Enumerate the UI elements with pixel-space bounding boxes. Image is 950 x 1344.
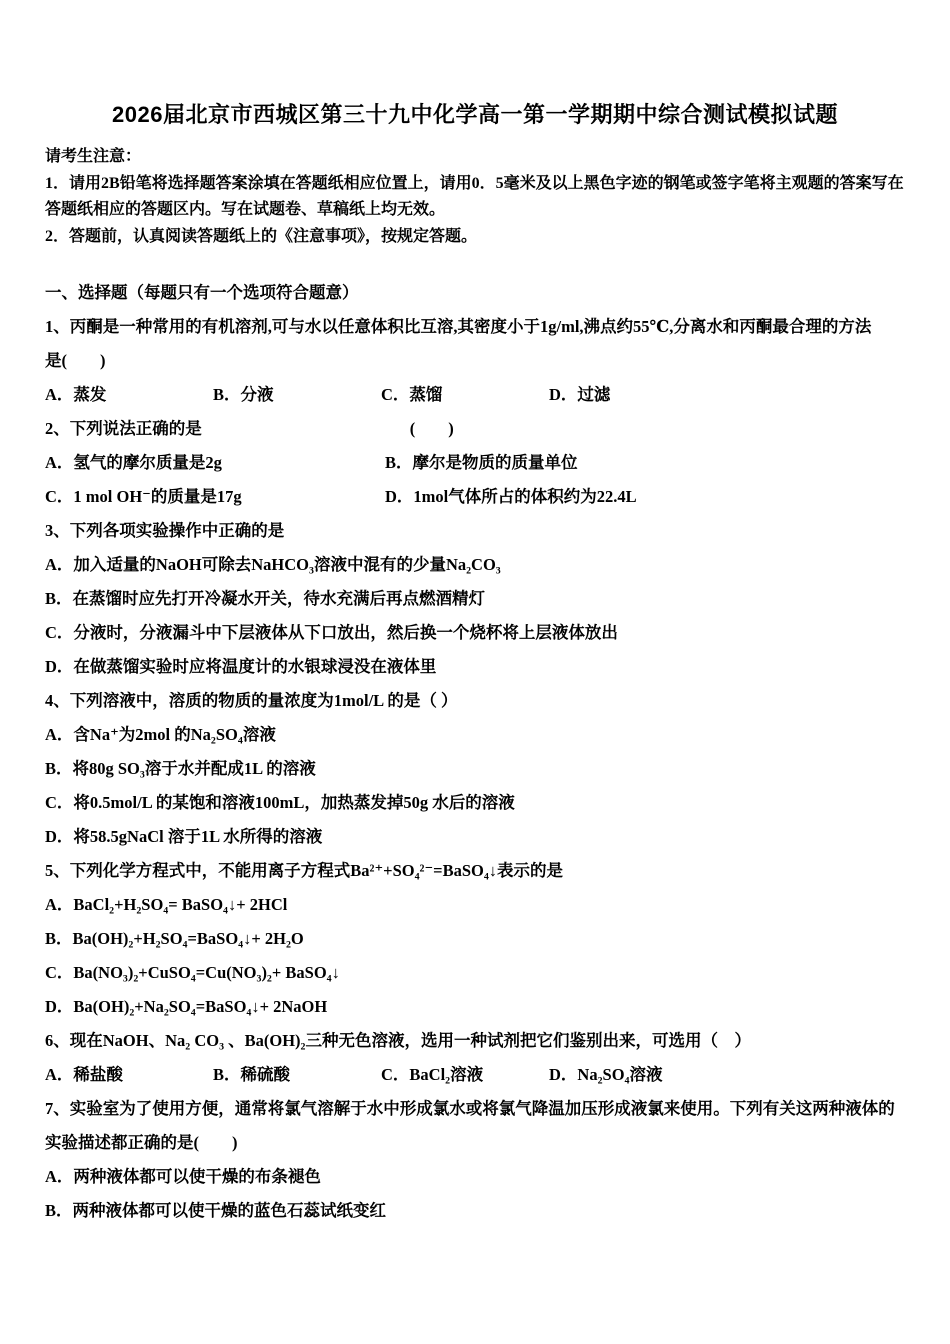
notice-block [45,144,905,250]
option-a: A．BaCl₂+H₂SO₄= BaSO₄↓+ 2HCl [45,895,288,914]
options-grid [45,446,905,514]
option-b: B．稀硫酸 [213,1065,291,1084]
option-c: C．Ba(NO₃)₂+CuSO₄=Cu(NO₃)₂+ BaSO₄↓ [45,963,340,982]
option-a: A．氢气的摩尔质量是2g [45,453,222,472]
page-title: 2026届北京市西城区第三十九中化学高一第一学期期中综合测试模拟试题 [112,102,838,127]
answer-bracket: ( ) [409,419,454,438]
options-row [45,1058,905,1092]
option-c: C．将0.5mol/L 的某饱和溶液100mL，加热蒸发掉50g 水后的溶液 [45,793,515,812]
question-2 [45,412,905,514]
option-a: A．两种液体都可以使干燥的布条褪色 [45,1167,321,1186]
option-b: B．在蒸馏时应先打开冷凝水开关，待水充满后再点燃酒精灯 [45,589,486,608]
question-3 [45,514,905,684]
question-7 [45,1092,905,1228]
option-b: B．分液 [213,385,274,404]
question-stem: 7、实验室为了使用方便，通常将氯气溶解于水中形成氯水或将氯气降温加压形成液氯来使用。下列有关这两种液体的 [45,1099,895,1118]
option-a: A．稀盐酸 [45,1065,123,1084]
question-stem: 5、下列化学方程式中，不能用离子方程式Ba²⁺+SO₄²⁻=BaSO₄↓表示的是 [45,861,564,880]
questions-area [45,310,905,1228]
question-stem-line2: 实验描述都正确的是( ) [45,1133,238,1152]
option-d: D．将58.5gNaCl 溶于1L 水所得的溶液 [45,827,323,846]
question-stem: 4、下列溶液中，溶质的物质的量浓度为1mol/L 的是（ ） [45,691,458,710]
options-row [45,378,905,412]
option-c: C．蒸馏 [381,385,443,404]
question-stem: 3、下列各项实验操作中正确的是 [45,521,285,540]
question-5 [45,854,905,1024]
option-b: B．将80g SO₃溶于水并配成1L 的溶液 [45,759,316,778]
notice-item-1: 1．请用2B铅笔将选择题答案涂填在答题纸相应位置上，请用0．5毫米及以上黑色字迹的钢笔或签字笔将主观题的答案写在答题纸相应的答题区内。写在试题卷、草稿纸上均无效。 [45,174,904,218]
option-b: B．Ba(OH)₂+H₂SO₄=BaSO₄↓+ 2H₂O [45,929,304,948]
question-stem [45,412,905,446]
question-stem-line2: 是( ) [45,351,106,370]
option-d: D．1mol气体所占的体积约为22.4L [385,487,637,506]
option-c: C．1 mol OH⁻的质量是17g [45,487,242,506]
section-heading: 一、选择题（每题只有一个选项符合题意） [45,283,359,302]
option-b: B．摩尔是物质的质量单位 [385,453,578,472]
question-stem-text: 2、下列说法正确的是 [45,419,202,438]
option-c: C．分液时，分液漏斗中下层液体从下口放出，然后换一个烧杯将上层液体放出 [45,623,618,642]
option-b: B．两种液体都可以使干燥的蓝色石蕊试纸变红 [45,1201,387,1220]
option-a: A．蒸发 [45,385,107,404]
question-stem: 6、现在NaOH、Na₂ CO₃ 、Ba(OH)₂三种无色溶液，选用一种试剂把它们鉴别出来，可选用（ ） [45,1031,752,1050]
option-d: D．过滤 [549,385,611,404]
option-a: A．加入适量的NaOH可除去NaHCO₃溶液中混有的少量Na₂CO₃ [45,555,501,574]
notice-item-2: 2．答题前，认真阅读答题纸上的《注意事项》，按规定答题。 [45,227,478,245]
option-d: D．在做蒸馏实验时应将温度计的水银球浸没在液体里 [45,657,437,676]
option-a: A．含Na⁺为2mol 的Na₂SO₄溶液 [45,725,276,744]
notice-heading: 请考生注意： [45,148,142,165]
question-stem: 1、丙酮是一种常用的有机溶剂,可与水以任意体积比互溶,其密度小于1g/ml,沸点约55℃,分离水和丙酮最合理的方法 [45,317,872,336]
question-1 [45,310,905,412]
option-d: D．Ba(OH)₂+Na₂SO₄=BaSO₄↓+ 2NaOH [45,997,328,1016]
question-4 [45,684,905,854]
question-6 [45,1024,905,1092]
option-c: C．BaCl₂溶液 [381,1065,484,1084]
option-d: D．Na₂SO₄溶液 [549,1065,663,1084]
